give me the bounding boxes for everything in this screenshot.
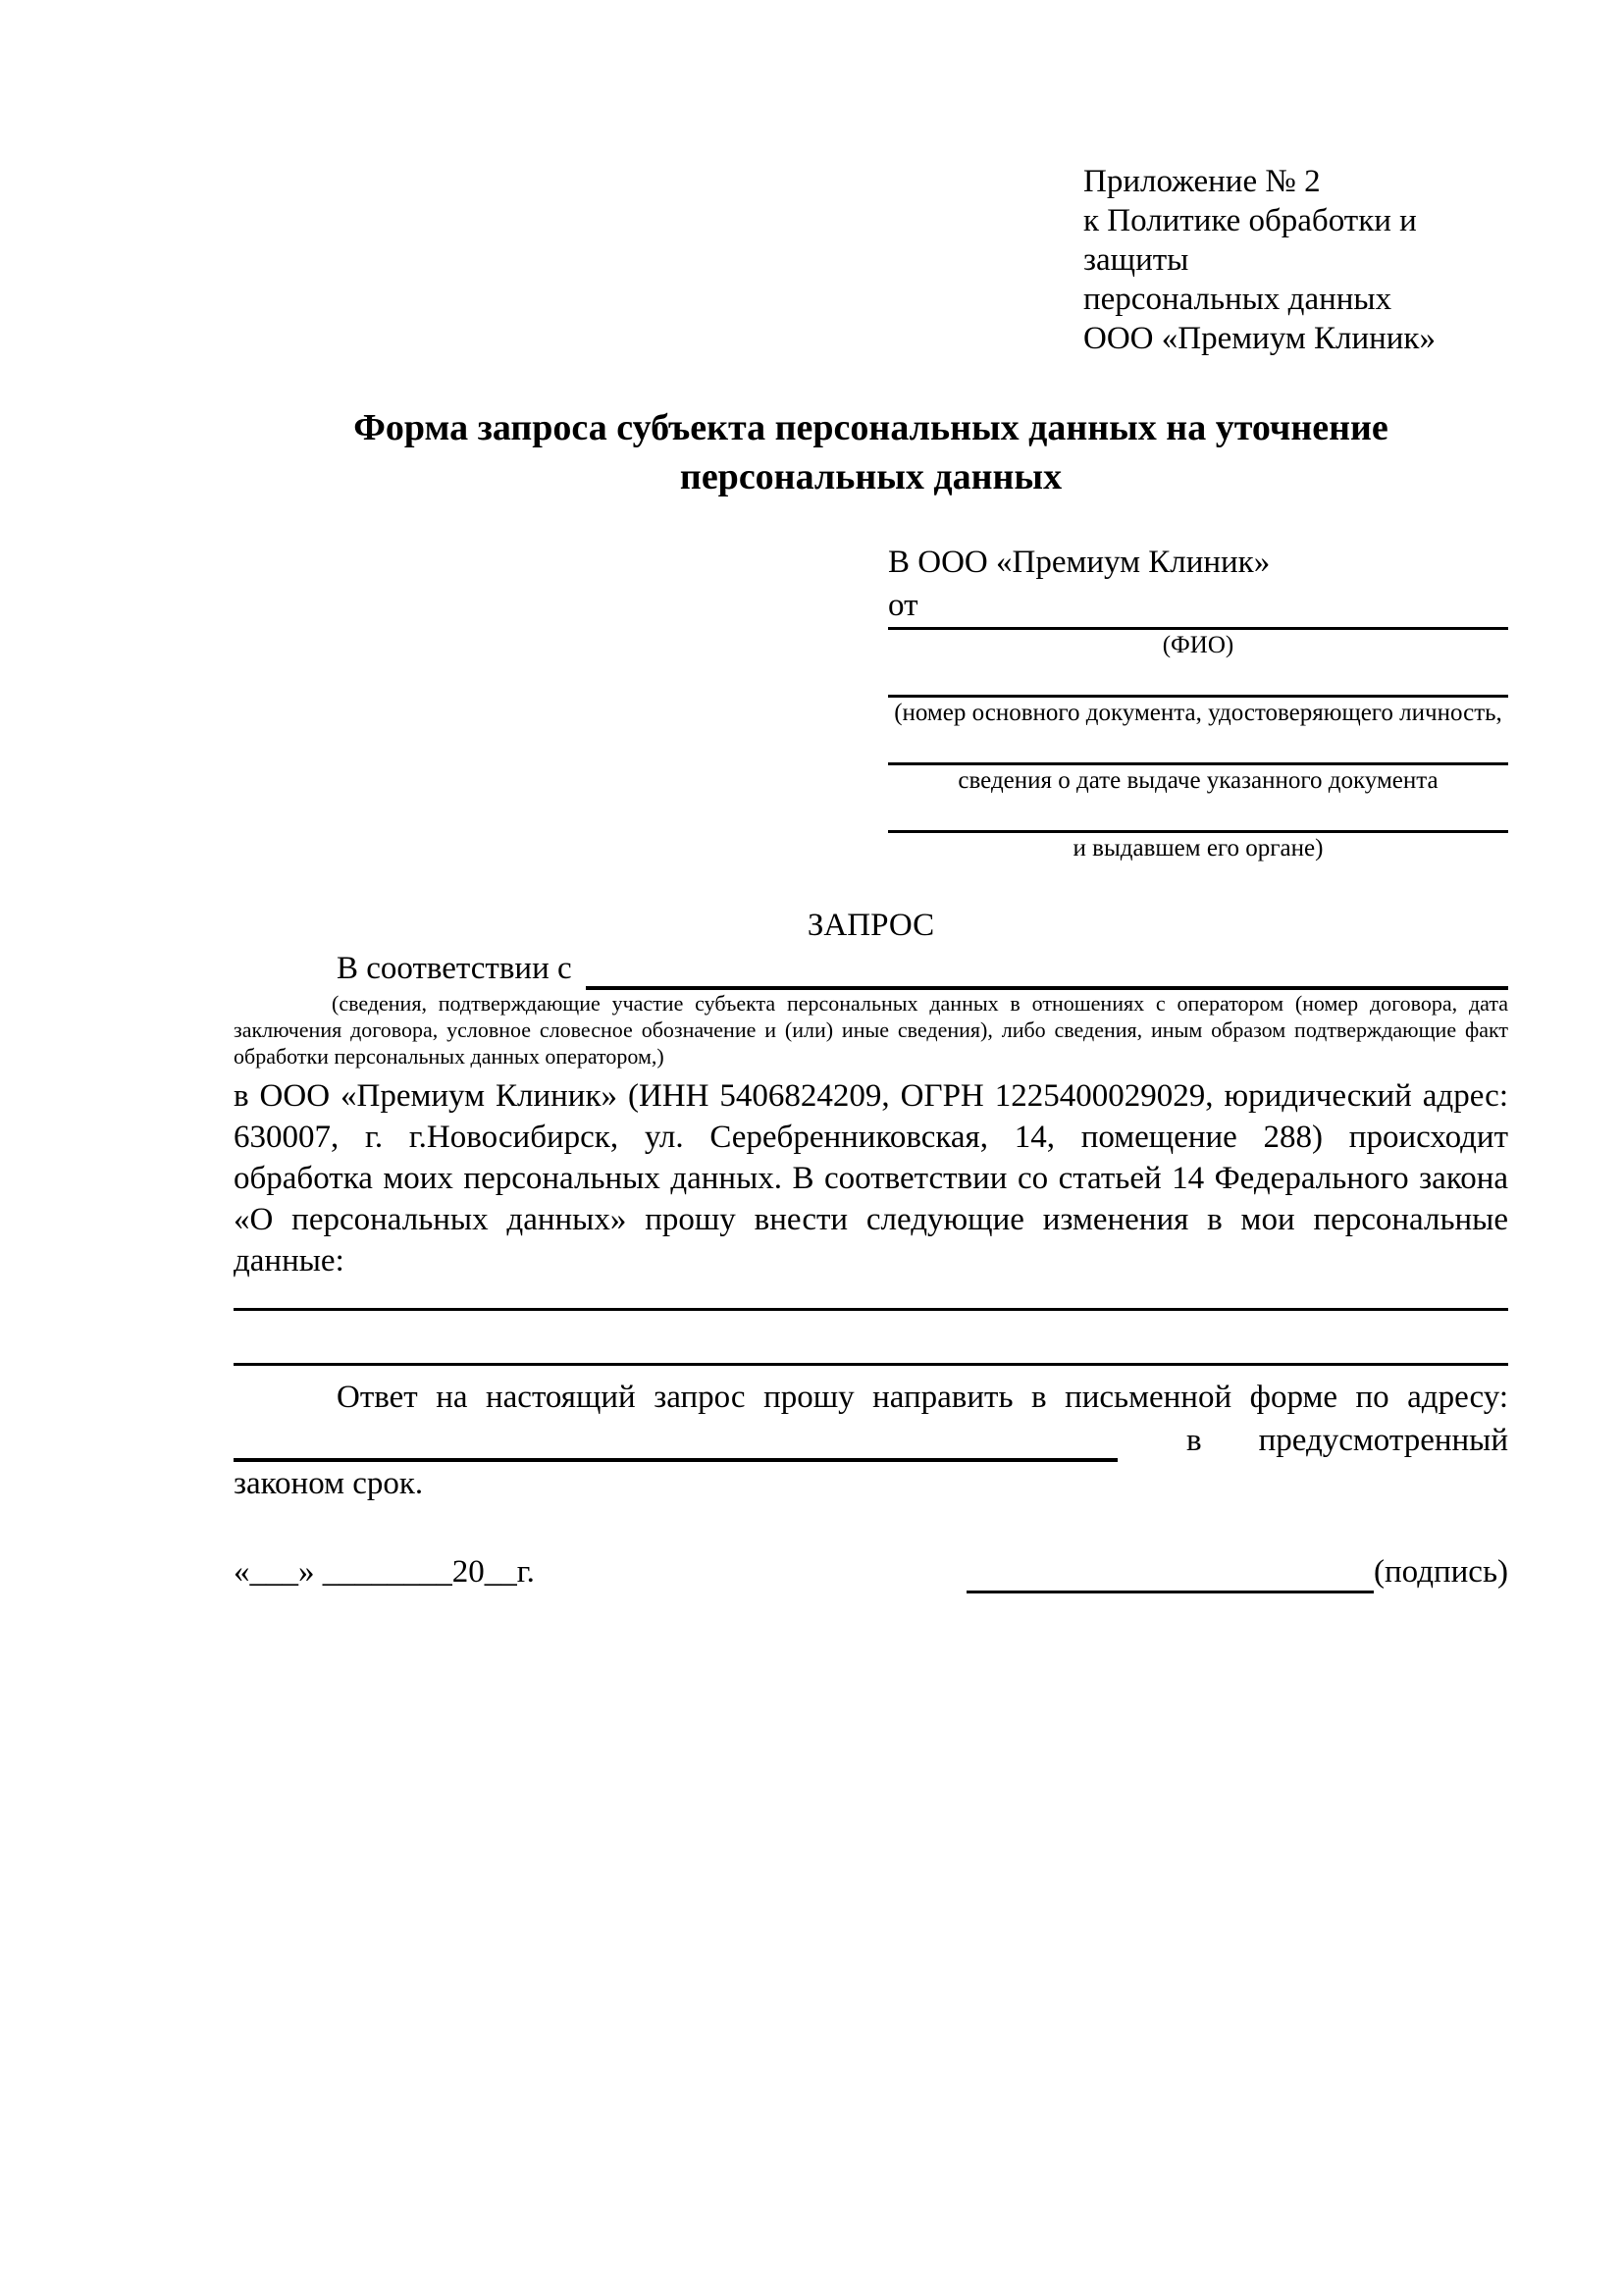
document-title: Форма запроса субъекта персональных данных на уточнение персональных данных xyxy=(353,407,1388,497)
date-line: «___» ________20__г. xyxy=(234,1554,535,1590)
answer-word-v: в xyxy=(1186,1423,1202,1458)
appendix-line-3: персональных данных xyxy=(1083,282,1392,317)
recipient-to: В ООО «Премиум Клиник» xyxy=(888,545,1271,580)
signature-caption: (подпись) xyxy=(1374,1554,1508,1590)
signature-blank-line xyxy=(967,1556,1374,1593)
appendix-line-1: Приложение № 2 xyxy=(1083,164,1321,199)
appendix-line-2: к Политике обработки и защиты xyxy=(1083,203,1417,278)
basis-blank-line xyxy=(586,953,1508,990)
document-number-caption: (номер основного документа, удостоверяющего личность, xyxy=(894,700,1502,726)
appendix-block xyxy=(1083,162,1508,358)
basis-row xyxy=(234,947,1508,990)
recipient-from-label: от xyxy=(888,588,918,623)
changes-blank-line-2 xyxy=(234,1311,1508,1366)
address-blank-line xyxy=(234,1425,1118,1462)
signature-group xyxy=(967,1550,1508,1593)
appendix-line-4: ООО «Премиум Клиник» xyxy=(1083,321,1436,356)
issue-date-caption: сведения о дате выдаче указанного документа xyxy=(958,767,1439,794)
recipient-block xyxy=(888,541,1508,864)
request-heading: ЗАПРОС xyxy=(807,908,935,943)
changes-blank-line-1 xyxy=(234,1281,1508,1311)
footer-row xyxy=(234,1550,1508,1593)
fio-caption: (ФИО) xyxy=(1162,632,1234,658)
answer-text: Ответ на настоящий запрос прошу направить в письменной форме по адресу: xyxy=(337,1380,1508,1415)
answer-word-predusmotrenny: предусмотренный xyxy=(1258,1423,1508,1458)
basis-prefix: В соответствии с xyxy=(337,951,572,986)
issuing-authority-caption: и выдавшем его органе) xyxy=(1073,835,1324,861)
answer-address-row xyxy=(234,1419,1508,1462)
answer-text-end: законом срок. xyxy=(234,1466,424,1501)
request-body: в ООО «Премиум Клиник» (ИНН 5406824209, ОГРН 1225400029029, юридический адрес: 630007, г. г.Новосибирск, ул. Серебренниковская, 14, помещение 288) происходит обработка моих персональных данных. В соответствии со статьей 14 Федерального закона «О персональных данных» прошу внести следующие изменения в мои персональные данные: xyxy=(234,1078,1508,1278)
basis-caption: (сведения, подтверждающие участие субъекта персональных данных в отношениях с оператором (номер договора, дата заключения договора, условное словесное обозначение и (или) иные сведения), либо сведения, иным образом подтверждающие факт обработки персональных данных оператором,) xyxy=(234,991,1508,1069)
